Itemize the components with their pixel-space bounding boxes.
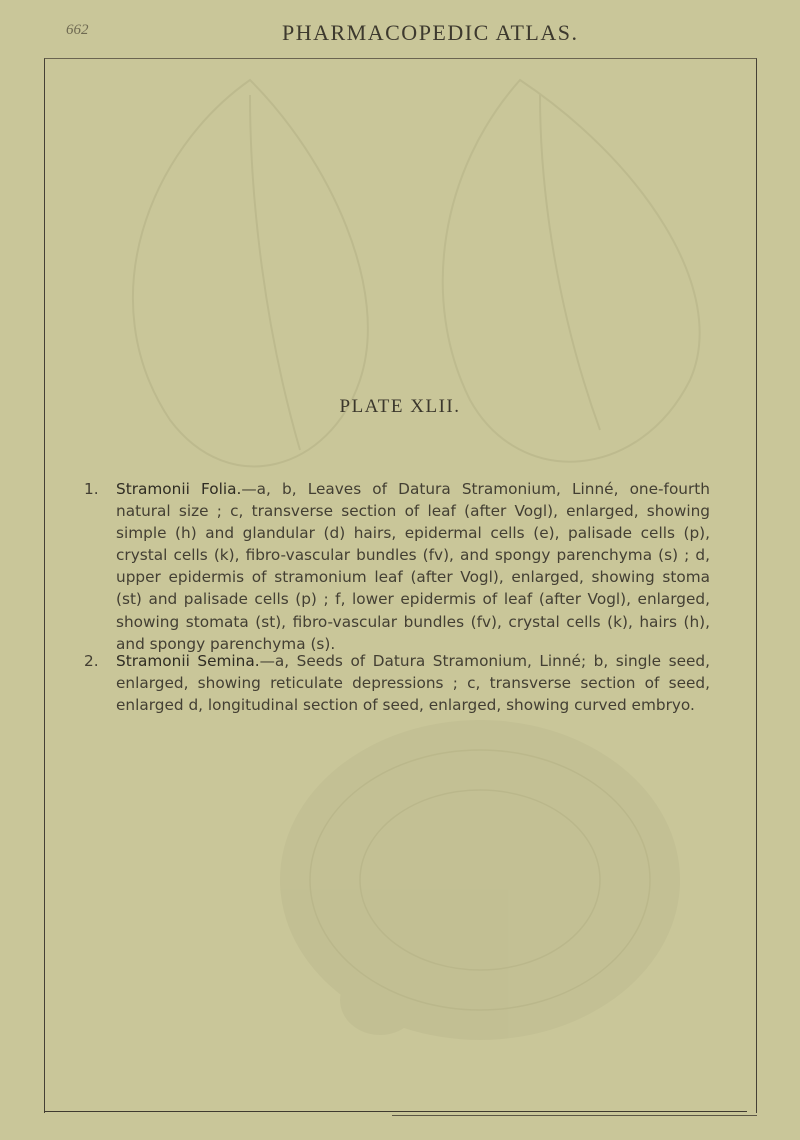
entry-number: 1. — [84, 480, 99, 498]
page-number: 662 — [66, 22, 89, 38]
frame-bottom-rule — [44, 1111, 747, 1112]
plate-entry-1 — [84, 478, 710, 655]
entry-number: 2. — [84, 652, 99, 670]
plate-title: PLATE XLII. — [339, 396, 461, 417]
running-title: PHARMACOPEDIC ATLAS. — [282, 20, 579, 45]
frame-bottom-rule-secondary — [392, 1115, 757, 1116]
entry-text: —a, Seeds of Datura Stramonium, Linné; b, single seed, enlarged, showing reticulate depressions ; c, transverse section of seed, enlarged d, longitudinal section of seed, enlarged, showing curved embryo. — [116, 652, 710, 715]
entry-title: Stramonii Folia. — [116, 480, 242, 498]
entry-text: —a, b, Leaves of Datura Stramonium, Linné, one-fourth natural size ; c, transverse section of leaf (after Vogl), enlarged, showing simple (h) and glandular (d) hairs, epidermal cells (e), palisade cells (p), crystal cells (k), fibro-vascular bundles (fv), and spongy parenchyma (s) ; d, upper epidermis of stramonium leaf (after Vogl), enlarged, showing stoma (st) and palisade cells (p) ; f, lower epidermis of leaf (after Vogl), enlarged, showing stomata (st), fibro-vascular bundles (fv), crystal cells (k), hairs (h), and spongy parenchyma (s). — [116, 480, 710, 653]
entry-title: Stramonii Semina. — [116, 652, 260, 670]
plate-entry-2 — [84, 650, 710, 716]
